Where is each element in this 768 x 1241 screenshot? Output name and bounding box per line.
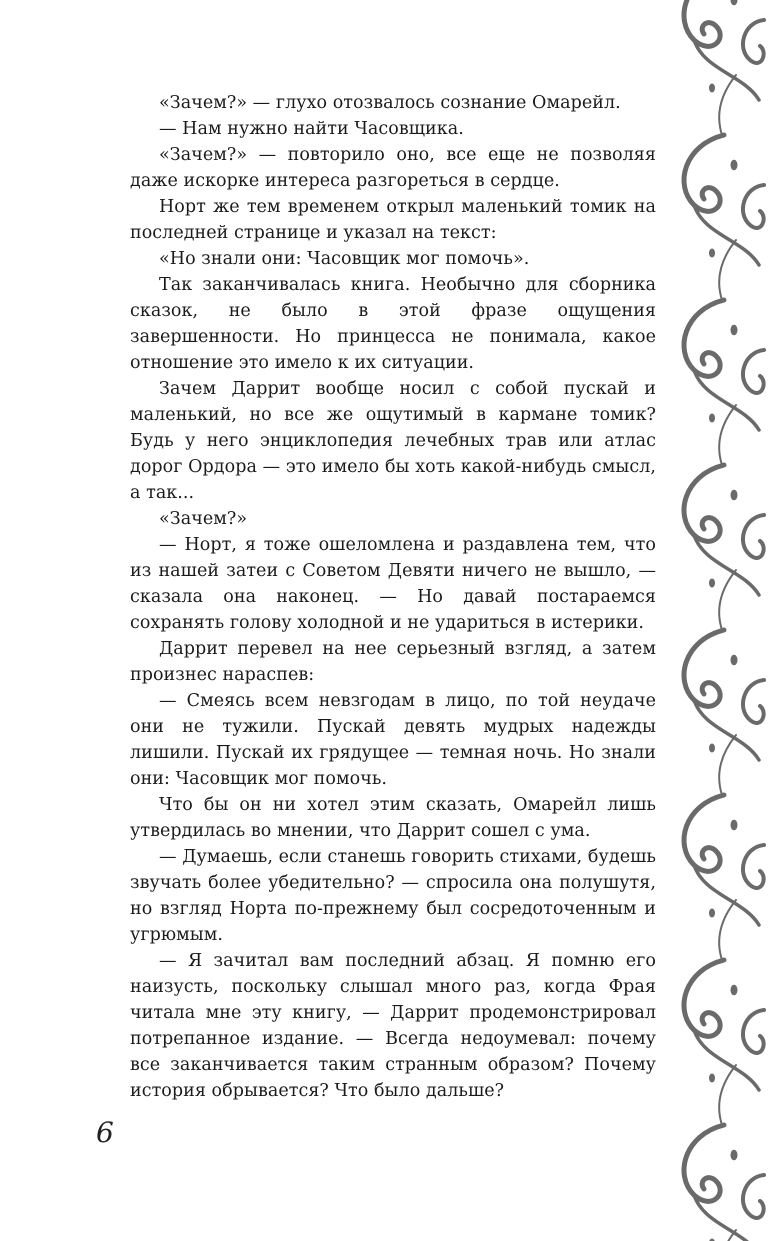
flourish-curl xyxy=(684,795,724,871)
paragraph: — Смеясь всем невзгодам в лицо, по той неудаче они не тужили. Пускай девять мудрых надежды лишили. Пускай их грядущее — темная ночь. Но знали они: Часовщик мог помочь. xyxy=(130,691,656,789)
flourish-curl xyxy=(719,1065,736,1125)
paragraph: «Зачем?» — глухо отозвалось сознание Омарейл. xyxy=(159,93,621,113)
flourish-curl xyxy=(684,1125,724,1201)
flourish-curl xyxy=(684,0,724,46)
paragraph: Даррит перевел на нее серьезный взгляд, а затем произнес нараспев: xyxy=(130,639,656,685)
paragraph: — Думаешь, если станешь говорить стихами, будешь звучать более убедительно? — спросила она полушутя, но взгляд Норта по-прежнему был сосредоточенным и угрюмым. xyxy=(130,847,656,945)
flourish-drop xyxy=(731,490,737,500)
flourish-curl xyxy=(719,570,736,630)
flourish-drop xyxy=(710,84,715,92)
flourish-drop xyxy=(710,579,715,587)
flourish-border-icon xyxy=(664,0,768,1241)
flourish-drop xyxy=(731,820,737,830)
paragraph: Что бы он ни хотел этим сказать, Омарейл лишь утвердилась во мнении, что Даррит сошел с ума. xyxy=(130,795,656,841)
paragraph: «Но знали они: Часовщик мог помочь». xyxy=(159,249,530,269)
flourish-drop xyxy=(731,160,737,170)
flourish-drop xyxy=(710,1074,715,1082)
flourish-curl xyxy=(684,960,724,1036)
flourish-drop xyxy=(731,0,737,5)
paragraph: Норт же тем временем открыл маленький томик на последней странице и указал на текст: xyxy=(130,197,656,243)
paragraph: — Нам нужно найти Часовщика. xyxy=(159,119,464,139)
flourish-curl xyxy=(684,135,724,211)
flourish-curl xyxy=(719,900,736,960)
paragraph: «Зачем?» xyxy=(159,509,248,529)
flourish-curl xyxy=(743,350,764,393)
page-number: 6 xyxy=(96,1116,114,1149)
flourish-curl xyxy=(743,1010,764,1053)
flourish-curl xyxy=(743,185,764,228)
flourish-curl xyxy=(719,240,736,300)
flourish-curl xyxy=(684,300,724,376)
flourish-curl xyxy=(743,20,764,63)
flourish-curl xyxy=(719,75,736,135)
flourish-drop xyxy=(710,909,715,917)
paragraph: Так заканчивалась книга. Необычно для сборника сказок, не было в этой фразе ощущения завершенности. Но принцесса не понимала, какое отношение это имело к их ситуации. xyxy=(130,275,656,373)
flourish-drop xyxy=(710,414,715,422)
flourish-drop xyxy=(731,985,737,995)
flourish-drop xyxy=(731,1150,737,1160)
flourish-drop xyxy=(710,249,715,257)
flourish-curl xyxy=(743,515,764,558)
paragraph: — Я зачитал вам последний абзац. Я помню его наизусть, поскольку слышал много раз, когда Фрая читала мне эту книгу, — Даррит продемонстрировал потрепанное издание. — Всегда недоумевал: почему все заканчивается таким странным образом? Почему история обрывается? Что было дальше? xyxy=(130,951,656,1101)
flourish-curl xyxy=(743,680,764,723)
flourish-curl xyxy=(719,1230,736,1241)
paragraph: — Норт, я тоже ошеломлена и раздавлена тем, что из нашей затеи с Советом Девяти ничего не вышло, — сказала она наконец. — Но давай постараемся сохранять голову холодной и не удариться в истерики. xyxy=(130,535,656,633)
body-text xyxy=(130,90,656,1104)
flourish-curl xyxy=(684,630,724,706)
flourish-drop xyxy=(710,744,715,752)
paragraph: Зачем Даррит вообще носил с собой пускай и маленький, но все же ощутимый в кармане томик? Будь у него энциклопедия лечебных трав или атлас дорог Ордора — это имело бы хоть какой-нибудь смысл, а так... xyxy=(130,379,656,503)
flourish-drop xyxy=(731,655,737,665)
paragraph: «Зачем?» — повторило оно, все еще не позволяя даже искорке интереса разгореться в сердце. xyxy=(130,145,656,191)
flourish-curl xyxy=(719,735,736,795)
flourish-curl xyxy=(684,465,724,541)
flourish-curl xyxy=(743,1175,764,1218)
flourish-curl xyxy=(719,405,736,465)
flourish-drop xyxy=(731,325,737,335)
flourish-curl xyxy=(743,845,764,888)
